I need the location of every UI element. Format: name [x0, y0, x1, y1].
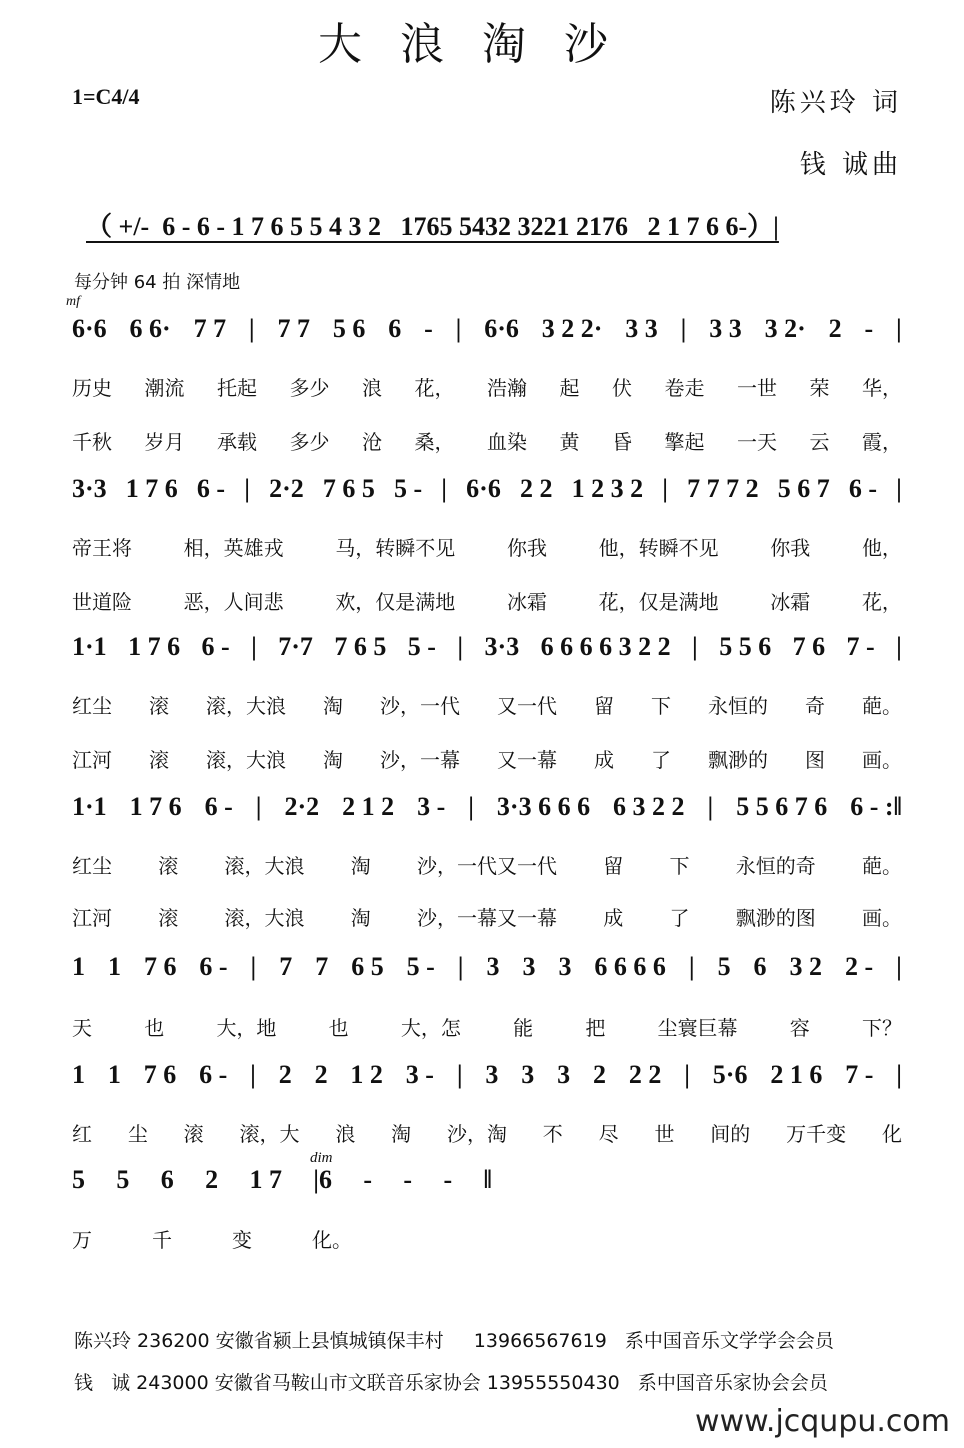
lyric-word: 化。: [312, 1228, 352, 1252]
note-group: 2: [828, 314, 842, 343]
note-group: 3 2 2·: [541, 314, 603, 343]
notation-line: [72, 474, 902, 504]
note-group: -: [363, 1165, 373, 1194]
lyric-word: 尽: [598, 1122, 619, 1146]
note-group: 7 6: [143, 952, 177, 981]
note-group: 6·6: [484, 314, 519, 343]
lyric-word: 留: [594, 694, 614, 718]
barline: |: [896, 1060, 902, 1089]
note-group: 5 -: [406, 952, 435, 981]
note-group: 7 7: [193, 314, 227, 343]
lyric-word: 江河: [72, 748, 112, 772]
lyric-word: 滚，大浪: [224, 854, 305, 878]
note-group: 5 6: [332, 314, 366, 343]
note-group: 5: [116, 1165, 130, 1194]
note-group: 5 6 7: [777, 474, 830, 503]
note-group: 1 7 6: [129, 792, 182, 821]
lyric-word: 岁月: [144, 430, 185, 454]
lyric-word: 葩。: [862, 694, 902, 718]
note-group: 5 5 6: [719, 632, 772, 661]
note-group: 1: [72, 952, 85, 981]
note-group: -: [864, 314, 874, 343]
lyric-word: 把: [585, 1016, 606, 1040]
lyric-word: 下: [651, 694, 671, 718]
lyric-line: [72, 586, 902, 615]
lyric-word: 永恒的: [708, 694, 768, 718]
notation-line: [72, 1060, 902, 1090]
note-group: 3 2·: [764, 314, 806, 343]
note-group: 6 -: [199, 1060, 228, 1089]
lyric-word: 浪: [362, 376, 382, 400]
note-group: 7 6 5: [322, 474, 375, 503]
lyric-word: 滚，大浪: [224, 906, 305, 930]
note-group: 2·2: [269, 474, 304, 503]
note-group: 7 7 7 2: [687, 474, 759, 503]
note-group: 3 -: [417, 792, 446, 821]
note-group: 1 7 6: [128, 632, 181, 661]
note-group: 3: [557, 1060, 571, 1089]
lyric-line: [72, 744, 902, 773]
lyric-line: [72, 372, 902, 401]
tempo-marking: 每分钟 64 拍 深情地: [74, 272, 241, 293]
notation-line: [72, 792, 902, 822]
lyric-word: 红: [72, 1122, 92, 1146]
barline: |: [457, 952, 464, 981]
barline: |: [255, 792, 262, 821]
barline: |: [662, 474, 668, 503]
composer: 钱 诚曲: [799, 150, 902, 180]
notation-line: [72, 952, 902, 982]
lyric-word: 红尘: [72, 694, 112, 718]
note-group: 1 2: [350, 1060, 383, 1089]
lyric-word: 承载: [217, 430, 257, 454]
lyric-word: 淘: [350, 906, 371, 930]
note-group: 5 -: [394, 474, 423, 503]
barline: |: [688, 952, 695, 981]
lyric-word: 帝王将: [72, 536, 132, 560]
lyric-word: 成: [603, 906, 624, 930]
lyric-line: [72, 1012, 902, 1041]
barline: |: [896, 632, 902, 661]
note-group: 1: [107, 952, 121, 981]
barline: ‖: [483, 1165, 492, 1194]
note-group: 6 -: [848, 474, 877, 503]
lyric-word: 间的: [710, 1122, 751, 1146]
lyric-word: 下: [669, 854, 690, 878]
note-group: 3: [522, 952, 536, 981]
note-group: 7 -: [845, 1060, 874, 1089]
note-group: 2: [205, 1165, 219, 1194]
note-group: 7 6: [792, 632, 826, 661]
lyric-word: 留: [603, 854, 624, 878]
lyric-word: 黄: [559, 430, 580, 454]
lyric-word: 淘: [323, 748, 343, 772]
note-group: 1 7 6: [125, 474, 178, 503]
note-group: 2 -: [844, 952, 874, 981]
watermark: www.jcqupu.com: [695, 1404, 950, 1439]
note-group: -: [403, 1165, 413, 1194]
lyric-word: 相，英雄戎: [183, 536, 284, 560]
lyric-line: [72, 902, 902, 931]
lyric-word: 又一幕: [497, 748, 557, 772]
note-group: -: [443, 1165, 453, 1194]
lyric-word: 容: [789, 1016, 810, 1040]
barline: |: [896, 314, 902, 343]
lyric-word: 花，: [414, 376, 455, 400]
lyric-word: 变: [232, 1228, 252, 1252]
note-group: 7: [279, 952, 293, 981]
lyric-word: 尘寰巨幕: [657, 1016, 738, 1040]
barline: |: [455, 314, 462, 343]
lyric-word: 多少: [289, 430, 330, 454]
barline: |: [250, 952, 257, 981]
lyric-word: 沧: [362, 430, 382, 454]
note-group: 7 -: [846, 632, 875, 661]
note-group: 3: [485, 1060, 499, 1089]
note-group: 2 2: [628, 1060, 662, 1089]
notation-line: [72, 632, 902, 662]
lyric-word: 华，: [862, 376, 902, 400]
lyric-word: 沙，一幕: [380, 748, 460, 772]
notation-line: [72, 314, 902, 344]
note-group: 2: [592, 1060, 606, 1089]
lyric-line: [72, 426, 902, 455]
note-group: 2 1 2: [342, 792, 395, 821]
note-group: -: [424, 314, 433, 343]
lyric-word: 淘: [323, 694, 343, 718]
note-group: 3 -: [405, 1060, 434, 1089]
lyric-word: 托起: [217, 376, 257, 400]
lyric-word: 沙，一代: [380, 694, 460, 718]
lyric-word: 滚: [149, 694, 169, 718]
lyric-word: 一天: [737, 430, 777, 454]
lyric-word: 他，: [861, 536, 902, 560]
barline: |: [707, 792, 714, 821]
note-group: 5 -: [407, 632, 436, 661]
barline: |: [456, 1060, 463, 1089]
lyric-word: 滚: [158, 906, 179, 930]
lyric-word: 冰霜: [506, 590, 547, 614]
note-group: 1 7: [249, 1165, 282, 1194]
note-group: 1: [107, 1060, 121, 1089]
lyric-word: 尘: [127, 1122, 148, 1146]
note-group: 6 5: [351, 952, 384, 981]
barline: |: [248, 314, 255, 343]
barline: |: [441, 474, 448, 503]
note-group: 3: [521, 1060, 535, 1089]
lyric-word: 昏: [612, 430, 632, 454]
note-group: 7 6 5: [334, 632, 387, 661]
lyric-word: 万: [72, 1228, 92, 1252]
note-group: 6 6·: [129, 314, 171, 343]
note-group: 6 -: [204, 792, 233, 821]
barline: |: [692, 632, 698, 661]
note-group: 5·6: [712, 1060, 748, 1089]
note-group: 2 2: [519, 474, 553, 503]
lyric-word: 万千变: [786, 1122, 847, 1146]
lyric-word: 多少: [289, 376, 330, 400]
barline: |: [680, 314, 687, 343]
lyricist: 陈兴玲 词: [769, 88, 902, 118]
note-group: 6: [753, 952, 767, 981]
lyric-word: 沙，一代又一代: [417, 854, 557, 878]
note-group: 2: [278, 1060, 292, 1089]
lyric-line: [72, 1118, 902, 1147]
song-title: 大浪淘沙: [318, 19, 646, 70]
note-group: 3: [486, 952, 500, 981]
lyric-line: [72, 850, 902, 879]
note-group: 6·6: [72, 314, 107, 343]
note-group: 6 -: [201, 632, 230, 661]
lyric-word: 起: [559, 376, 580, 400]
lyric-word: 历史: [72, 376, 112, 400]
lyric-word: 冰霜: [770, 590, 811, 614]
barline: |: [896, 952, 902, 981]
lyric-word: 画。: [862, 906, 902, 930]
note-group: 2·2: [284, 792, 320, 821]
lyric-word: 桑，: [414, 430, 455, 454]
note-group: 3: [558, 952, 572, 981]
lyric-line: [72, 1224, 352, 1253]
lyric-word: 花，仅是满地: [598, 590, 719, 614]
lyric-word: 擎起: [664, 430, 705, 454]
lyric-word: 也: [144, 1016, 165, 1040]
lyric-word: 他，转瞬不见: [598, 536, 719, 560]
dynamic-mf: mf: [66, 294, 80, 309]
note-group: 3·3: [484, 632, 520, 661]
lyric-line: [72, 690, 902, 719]
footer-lyricist-info: 陈兴玲 236200 安徽省颍上县慎城镇保丰村 13966567619 系中国音乐文学学会会员: [74, 1330, 834, 1352]
intro-notation: （ +/- 6 - 6 - 1 7 6 5 5 4 3 2 1765 5432 3221 2176 2 1 7 6 6-）|: [86, 212, 779, 241]
barline: |: [244, 474, 250, 503]
lyric-word: 血染: [487, 430, 527, 454]
lyric-word: 淘: [391, 1122, 412, 1146]
lyric-word: 能: [513, 1016, 534, 1040]
lyric-word: 淘: [350, 854, 371, 878]
barline: |: [468, 792, 474, 821]
lyric-word: 滚，大浪: [206, 748, 286, 772]
lyric-word: 滚: [158, 854, 179, 878]
notation-line: [72, 1165, 492, 1195]
lyric-word: 潮流: [144, 376, 185, 400]
lyric-word: 葩。: [862, 854, 902, 878]
lyric-word: 化: [881, 1122, 902, 1146]
barline: 6 - :‖: [850, 792, 902, 821]
lyric-word: 伏: [612, 376, 632, 400]
note-group: 1·1: [72, 792, 107, 821]
barline: |: [251, 632, 257, 661]
note-group: 3 3: [709, 314, 742, 343]
note-group: 6 -: [196, 474, 226, 503]
note-group: 6 6 6 6: [594, 952, 666, 981]
lyric-word: 滚: [149, 748, 169, 772]
note-group: 5: [717, 952, 731, 981]
note-group: 6 -: [199, 952, 228, 981]
lyric-word: 天: [72, 1016, 92, 1040]
lyric-word: 下？: [861, 1016, 902, 1040]
barline: |: [250, 1060, 256, 1089]
barline: |: [684, 1060, 690, 1089]
note-group: 6 6 6 6 3 2 2: [540, 632, 671, 661]
lyric-word: 又一代: [497, 694, 557, 718]
lyric-word: 你我: [770, 536, 811, 560]
note-group: 7: [315, 952, 329, 981]
lyric-line: [72, 532, 902, 561]
lyric-word: 一世: [737, 376, 777, 400]
note-group: 3 2: [789, 952, 823, 981]
lyric-word: 千秋: [72, 430, 112, 454]
lyric-word: 也: [328, 1016, 349, 1040]
note-group: 6·6: [466, 474, 501, 503]
lyric-word: 霞，: [862, 430, 902, 454]
lyric-word: 图: [805, 748, 825, 772]
lyric-word: 红尘: [72, 854, 112, 878]
lyric-word: 了: [669, 906, 690, 930]
dynamic-dim: dim: [310, 1150, 333, 1166]
barline: |: [457, 632, 464, 661]
lyric-word: 飘渺的: [708, 748, 768, 772]
lyric-word: 花，: [861, 590, 902, 614]
note-group: 1: [72, 1060, 85, 1089]
footer-composer-info: 钱 诚 243000 安徽省马鞍山市文联音乐家协会 13955550430 系中国音乐家协会会员: [74, 1372, 828, 1394]
lyric-word: 奇: [805, 694, 825, 718]
lyric-word: 滚，大: [239, 1122, 300, 1146]
lyric-word: 滚，大浪: [206, 694, 286, 718]
note-group: 6: [388, 314, 402, 343]
note-group: 2 1 6: [770, 1060, 823, 1089]
note-group: 7 7: [277, 314, 311, 343]
lyric-word: 永恒的奇: [735, 854, 816, 878]
lyric-word: 成: [594, 748, 614, 772]
note-group: 7·7: [278, 632, 313, 661]
lyric-word: 浩瀚: [487, 376, 527, 400]
lyric-word: 世: [654, 1122, 675, 1146]
lyric-word: 你我: [506, 536, 547, 560]
lyric-word: 沙，淘: [446, 1122, 507, 1146]
lyric-word: 世道险: [72, 590, 132, 614]
note-group: 7 6: [143, 1060, 177, 1089]
lyric-word: 沙，一幕又一幕: [417, 906, 557, 930]
note-group: 5 5 6 7 6: [736, 792, 828, 821]
barline: |6: [313, 1165, 333, 1194]
lyric-word: 画。: [862, 748, 902, 772]
lyric-word: 马，转瞬不见: [335, 536, 456, 560]
note-group: 1 2 3 2: [571, 474, 644, 503]
barline: |: [896, 474, 902, 503]
lyric-word: 飘渺的图: [735, 906, 816, 930]
lyric-word: 江河: [72, 906, 112, 930]
lyric-word: 欢，仅是满地: [335, 590, 456, 614]
note-group: 3·3: [72, 474, 107, 503]
lyric-word: 浪: [335, 1122, 356, 1146]
note-group: 2: [314, 1060, 328, 1089]
lyric-word: 千: [152, 1228, 172, 1252]
note-group: 3 3: [625, 314, 658, 343]
key-signature: 1=C4/4: [72, 84, 140, 109]
note-group: 6: [160, 1165, 174, 1194]
lyric-word: 大，怎: [400, 1016, 461, 1040]
lyric-word: 不: [542, 1122, 563, 1146]
lyric-word: 大，地: [216, 1016, 277, 1040]
note-group: 6 3 2 2: [613, 792, 685, 821]
lyric-word: 了: [651, 748, 671, 772]
lyric-word: 卷走: [664, 376, 705, 400]
lyric-word: 恶，人间悲: [183, 590, 284, 614]
note-group: 3·3 6 6 6: [496, 792, 591, 821]
lyric-word: 荣: [809, 376, 830, 400]
lyric-word: 滚: [183, 1122, 204, 1146]
lyric-word: 云: [809, 430, 830, 454]
note-group: 1·1: [72, 632, 107, 661]
note-group: 5: [72, 1165, 85, 1194]
